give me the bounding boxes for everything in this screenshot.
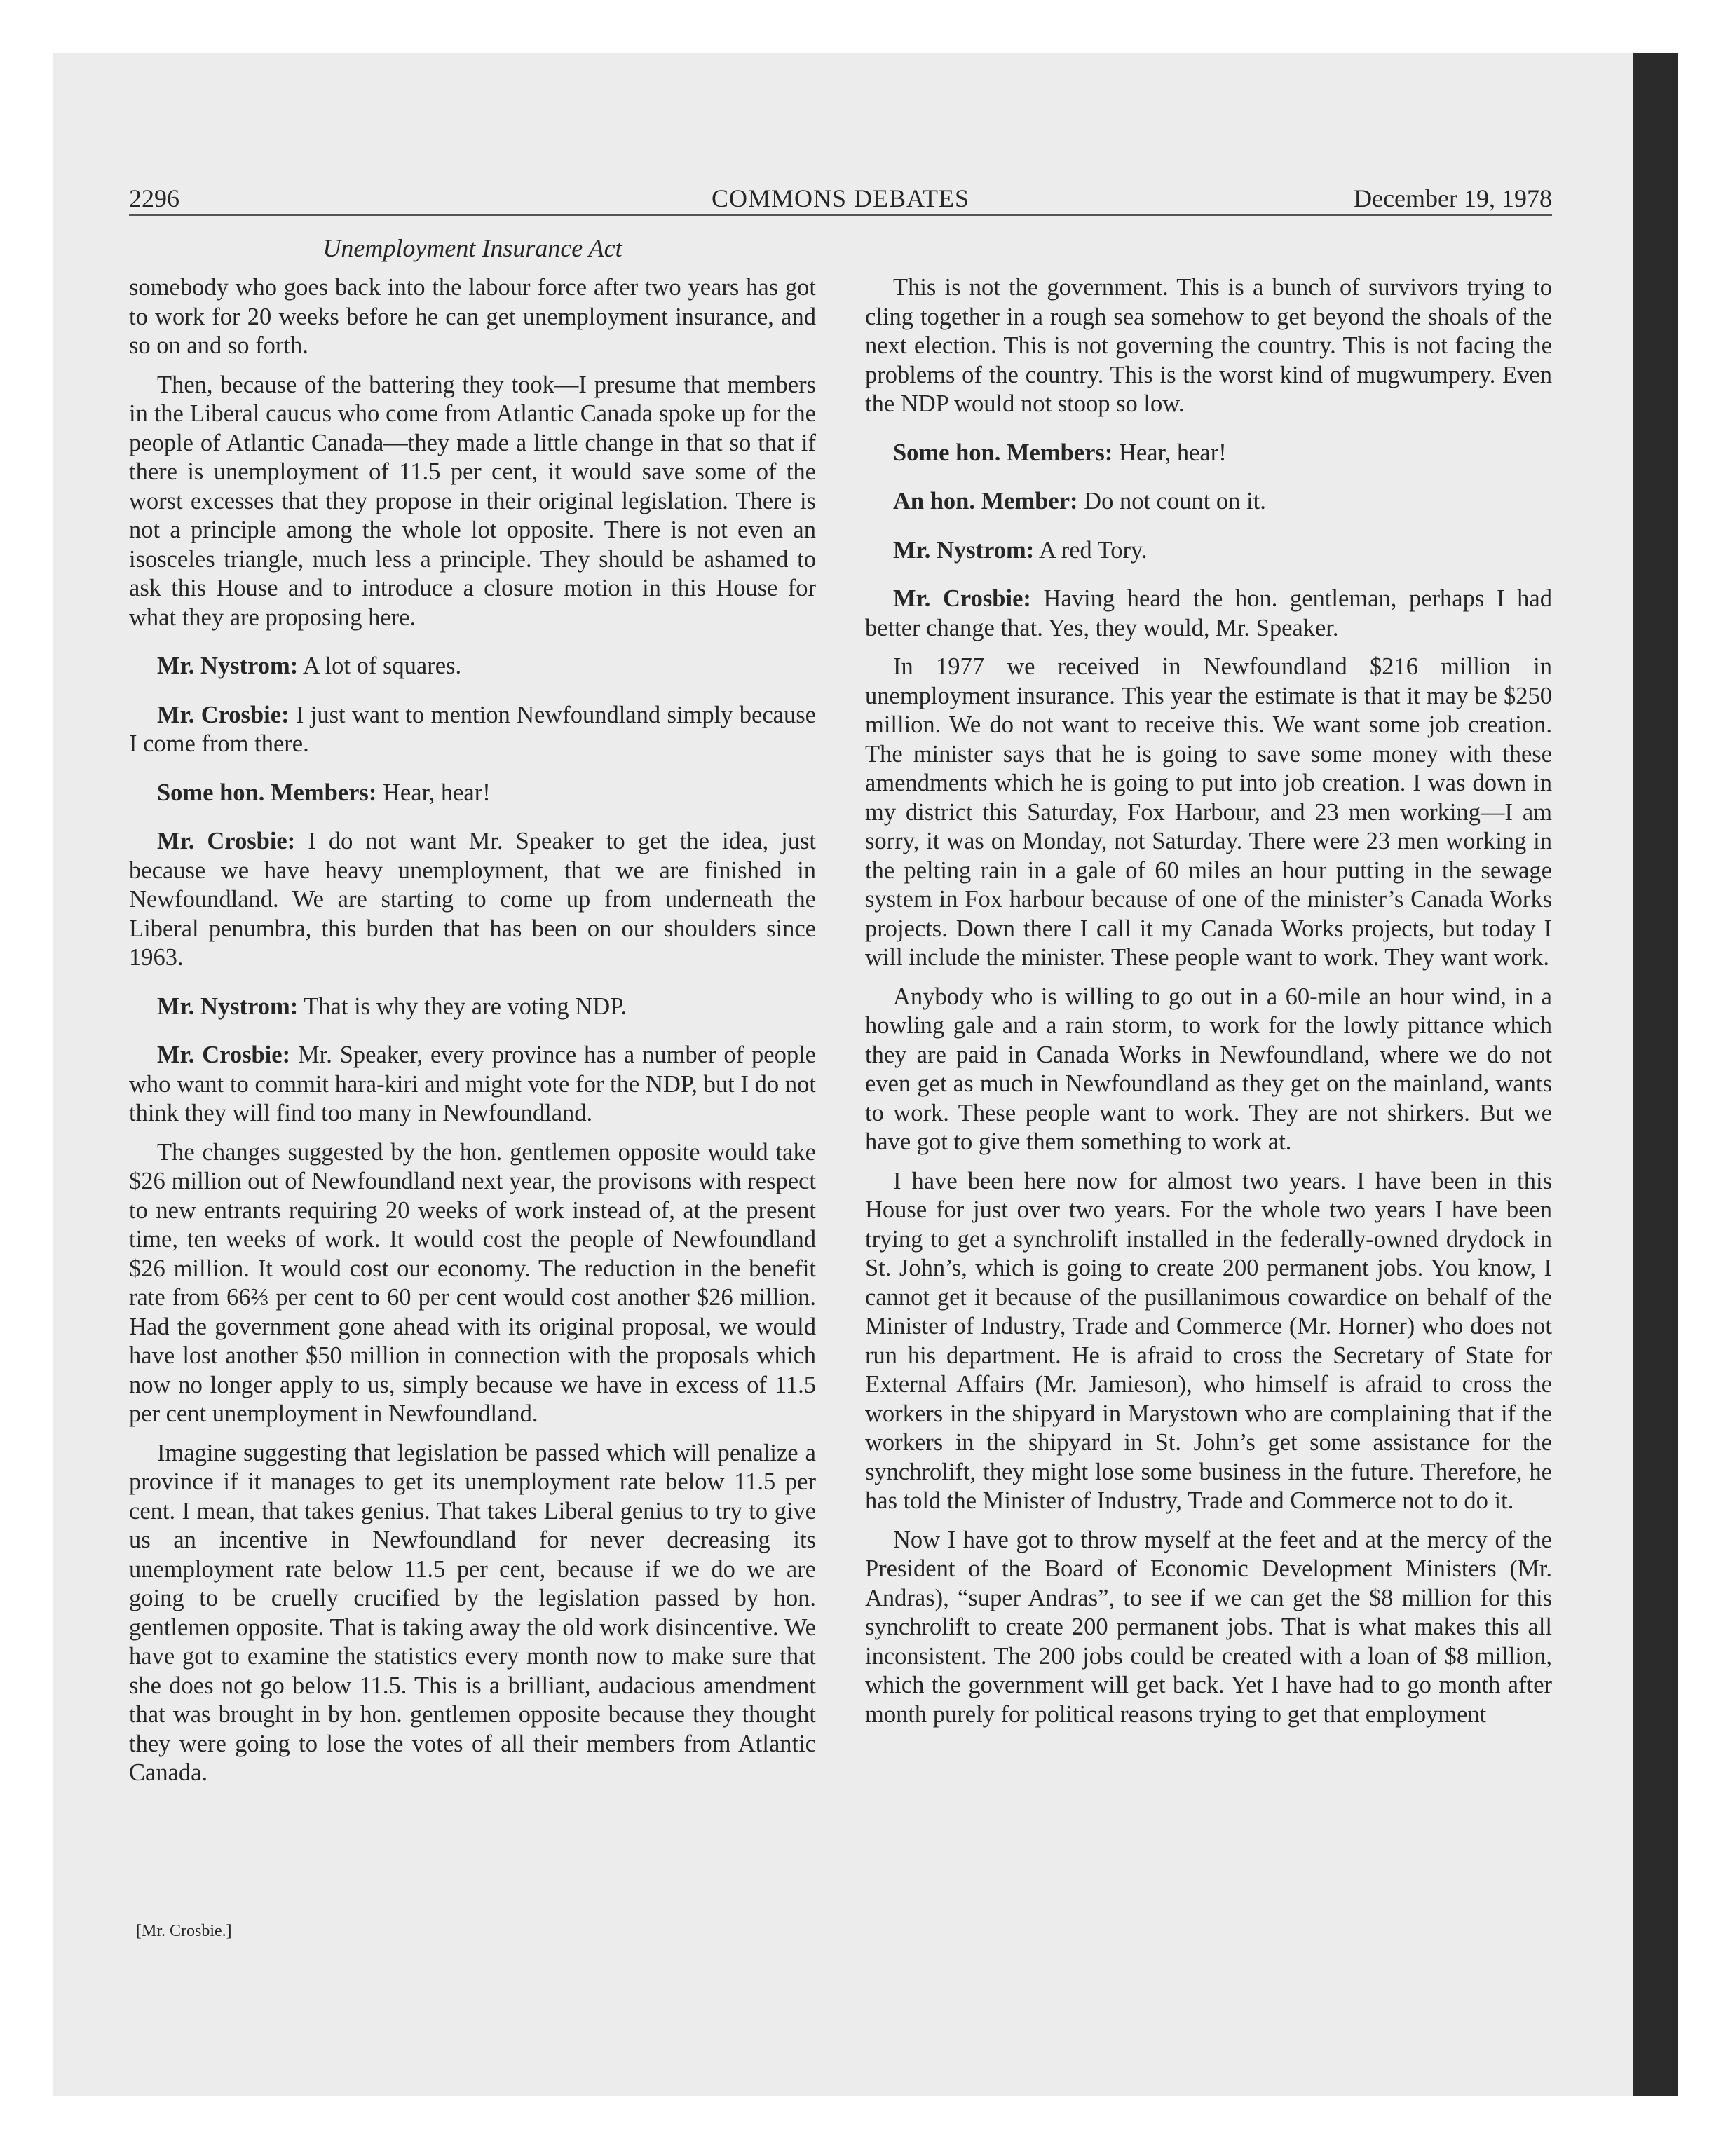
speech [865,487,1552,517]
speaker-name: Mr. Nystrom: [893,536,1035,564]
speech [865,439,1552,468]
speech [129,992,816,1022]
paragraph: I have been here now for almost two years. I have been in this House for just over two years. For the whole two years I have been trying to get a synchrolift installed in the federally-owned drydock in St. John’s, which is going to create 200 permanent jobs. You know, I cannot get it because of the pusillanimous cowardice on behalf of the Minister of Industry, Trade and Commerce (Mr. Horner) who does not run his department. He is afraid to cross the Secretary of State for External Affairs (Mr. Jamieson), who himself is afraid to cross the workers in the shipyard in Marystown who are complaining that if the workers in the shipyard in St. John’s get some assistance for the synchrolift, they might lose some business in the future. Therefore, he has told the Minister of Industry, Trade and Commerce not to do it. [865,1167,1552,1514]
footer-note: [Mr. Crosbie.] [136,1922,232,1940]
speaker-name: Mr. Nystrom: [157,992,299,1020]
speech-text: A lot of squares. [298,653,462,679]
speaker-name: Mr. Crosbie: [157,1042,291,1068]
speaker-name: Mr. Crosbie: [157,701,290,728]
speaker-name: Mr. Crosbie: [157,828,296,854]
speech [129,652,816,681]
speech-text: That is why they are voting NDP. [298,992,627,1020]
speech [129,827,816,973]
journal-title: COMMONS DEBATES [711,184,970,212]
paragraph: The changes suggested by the hon. gentlemen opposite would take $26 million out of Newfoundland next year, the provisons with respect to new entrants requiring 20 weeks of work instead of, at the present time, ten weeks of work. It would cost the people of Newfoundland $26 million. It would cost our economy. The reduction in the benefit rate from 66⅔ per cent to 60 per cent would cost another $26 million. Had the government gone ahead with its original proposal, we would have lost another $50 million in connection with the proposals which now no longer apply to us, simply because we have in excess of 11.5 per cent unemployment in Newfoundland. [129,1138,816,1427]
speech [129,779,816,808]
paragraph: Now I have got to throw myself at the feet and at the mercy of the President of the Board of Economic Development Ministers (Mr. Andras), “super Andras”, to see if we can get the $8 million for this synchrolift to create 200 permanent jobs. That is what makes this all inconsistent. The 200 jobs could be created with a loan of $8 million, which the government will get back. Yet I have had to go month after month purely for political reasons trying to get that employment [865,1526,1552,1728]
speech-text: Hear, hear! [376,779,491,806]
right-column [865,273,1552,1739]
speech-text: I do not want Mr. Speaker to get the idea, just because we have heavy unemployment, that we are finished in Newfoundland. We are starting to come up from underneath the Liberal penumbra, this burden that has been on our shoulders since 1963. [129,828,816,971]
scan-edge-shadow [1633,53,1678,2096]
page-number: 2296 [129,184,179,212]
speech [865,585,1552,643]
paragraph: Then, because of the battering they took—I presume that members in the Liberal caucus who come from Atlantic Canada spoke up for the people of Atlantic Canada—they made a little change in that so that if there is unemployment of 11.5 per cent, it would save some of the worst excesses that they propose in their original legislation. There is not a principle among the whole lot opposite. There is not even an isosceles triangle, much less a principle. They should be ashamed to ask this House and to introduce a closure motion in this House for what they are proposing here. [129,371,816,631]
speaker-name: Some hon. Members: [157,779,377,806]
speaker-name: An hon. Member: [893,488,1078,514]
speaker-name: Mr. Nystrom: [157,653,299,679]
paragraph: Imagine suggesting that legislation be passed which will penalize a province if it manages to get its unemployment rate below 11.5 per cent. I mean, that takes genius. That takes Liberal genius to try to give us an incentive in Newfoundland for never decreasing its unemployment rate below 11.5 per cent, because if we do we are going to be cruelly crucified by the legislation passed by hon. gentlemen opposite. That is taking away the old work disincentive. We have got to examine the statistics every month now to make sure that she does not go below 11.5. This is a brilliant, audacious amendment that was brought in by hon. gentlemen opposite because they thought they were going to lose the votes of all their members from Atlantic Canada. [129,1439,816,1786]
speech [129,701,816,759]
speech-text: Do not count on it. [1077,488,1266,514]
speech-text: Mr. Speaker, every province has a number of people who want to commit hara-kiri and might vote for the NDP, but I do not think they will find too many in Newfoundland. [129,1042,816,1126]
speech [865,536,1552,566]
speech-text: I just want to mention Newfoundland simply because I come from there. [129,701,816,757]
running-header [129,182,1552,216]
speech-text: Hear, hear! [1113,439,1227,466]
page-content [129,182,1552,2005]
speech [129,1041,816,1128]
speech-text: Having heard the hon. gentleman, perhaps I had better change that. Yes, they would, Mr. Speaker. [865,585,1552,641]
header-date: December 19, 1978 [1354,184,1552,212]
left-column [129,273,816,1798]
speaker-name: Mr. Crosbie: [893,585,1031,612]
section-title: Unemployment Insurance Act [322,234,622,262]
paragraph: Anybody who is willing to go out in a 60-mile an hour wind, in a howling gale and a rain storm, to work for the lowly pittance which they are paid in Canada Works in Newfoundland, where we do not even get as much in Newfoundland as they get on the mainland, wants to work. These people want to work. They are not shirkers. But we have got to give them something to work at. [865,983,1552,1155]
paragraph: somebody who goes back into the labour force after two years has got to work for 20 weeks before he can get unemployment insurance, and so on and so forth. [129,274,816,359]
paragraph: In 1977 we received in Newfoundland $216 million in unemployment insurance. This year the estimate is that it may be $250 million. We do not want to receive this. We want some job creation. The minister says that he is going to save some money with these amendments which he is going to put into job creation. I was down in my district this Saturday, Fox Harbour, and 23 men working—I am sorry, it was on Monday, not Saturday. There were 23 men working in the pelting rain in a gale of 60 miles an hour putting in the sewage system in Fox harbour because of one of the minister’s Canada Works projects. Down there I call it my Canada Works projects, but today I will include the minister. These people want to work. They want work. [865,653,1552,971]
speaker-name: Some hon. Members: [893,439,1113,466]
paragraph: This is not the government. This is a bunch of survivors trying to cling together in a rough sea somehow to get beyond the shoals of the next election. This is not governing the country. This is not facing the problems of the country. This is the worst kind of mugwumpery. Even the NDP would not stoop so low. [865,274,1552,417]
speech-text: A red Tory. [1034,536,1148,564]
